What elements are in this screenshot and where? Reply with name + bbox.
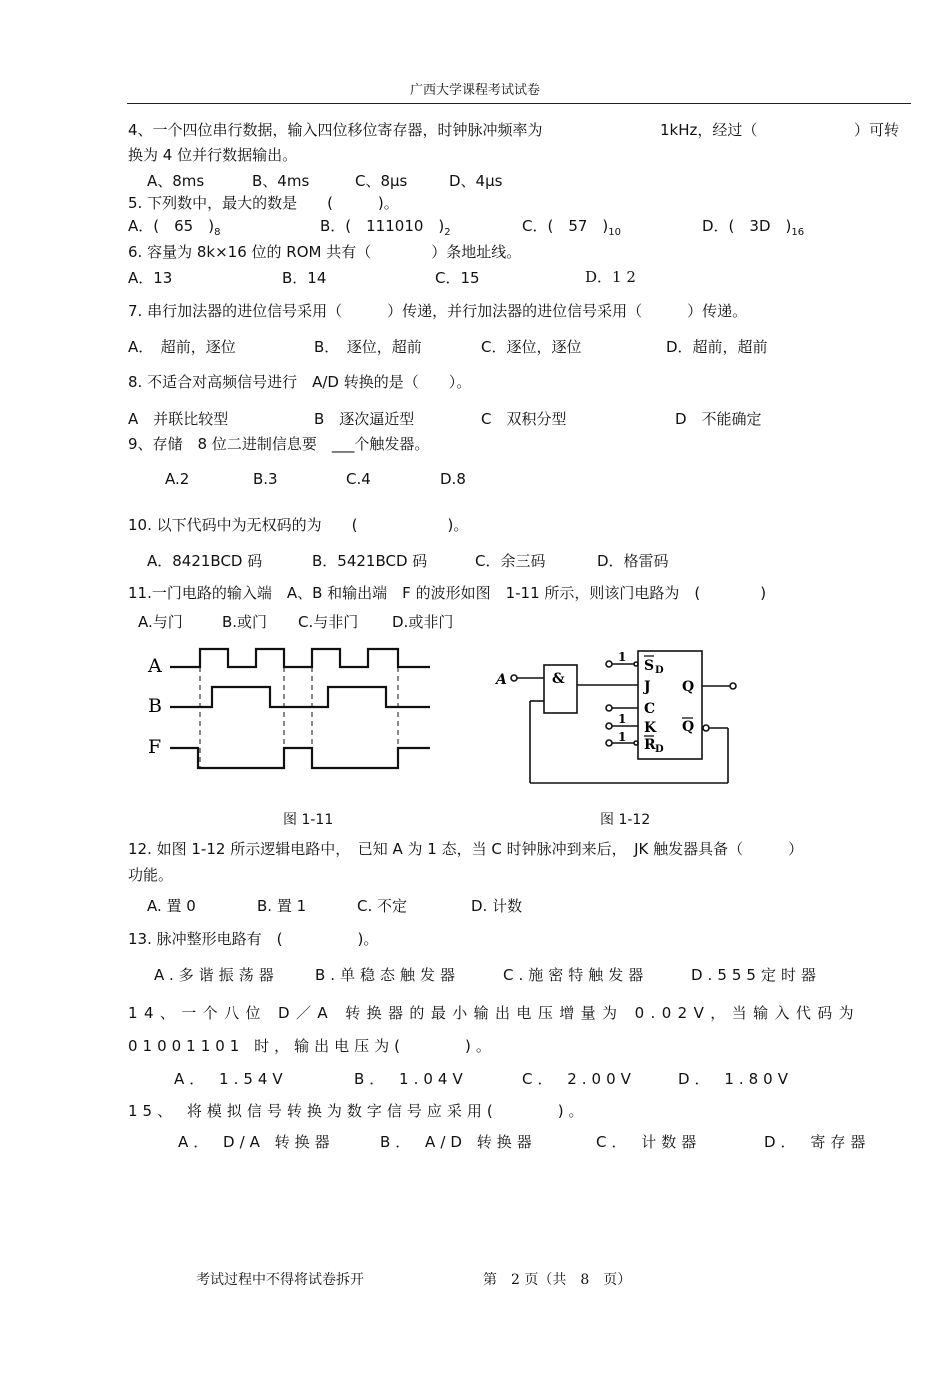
q6-option-b: B．14 — [282, 269, 327, 287]
rd-pin-label: R — [644, 737, 656, 753]
sd-level-label: 1 — [618, 650, 627, 664]
q5-option-a — [128, 215, 220, 236]
q13-stem: 13. 脉冲整形电路有 ( )。 — [128, 930, 379, 948]
sd-pin-label: S — [644, 658, 655, 674]
q5-option-b-label: B．( 111010 ) — [320, 217, 445, 235]
q7-option-a: A． 超前，逐位 — [128, 338, 236, 356]
q10-option-a: A．8421BCD 码 — [147, 552, 263, 570]
q11-stem: 11.一门电路的输入端 A、B 和输出端 F 的波形如图 1-11 所示，则该门电路为 ( ) — [128, 584, 767, 602]
footer-note: 考试过程中不得将试卷拆开 — [196, 1272, 364, 1288]
q8-stem: 8. 不适合对高频信号进行 A/D 转换的是（ ）。 — [128, 373, 472, 391]
q5-option-c-label: C．( 57 ) — [522, 217, 609, 235]
figure-1-11-caption: 图 1-11 — [283, 812, 334, 828]
rd-pin-subscript: D — [655, 744, 664, 755]
waveform-f — [170, 748, 430, 768]
q7-option-d: D．超前，超前 — [666, 338, 768, 356]
q11-option-d: D.或非门 — [392, 613, 454, 631]
q6-option-d: D．1 2 — [585, 268, 636, 286]
q4-option-d: D、4µs — [449, 172, 503, 190]
q12-option-a: A. 置 0 — [147, 897, 196, 915]
q4-line1-b: 1kHz，经过（ — [660, 121, 758, 139]
q4-line2: 换为 4 位并行数据输出。 — [128, 146, 298, 164]
q5-option-c-base: 10 — [608, 227, 621, 238]
q5-option-a-label: A．( 65 ) — [128, 217, 215, 235]
q13-option-b: B.单稳态触发器 — [315, 966, 461, 984]
q8-option-a: A 并联比较型 — [128, 410, 229, 428]
q5-option-b — [320, 215, 451, 236]
q4-line1-c: ）可转 — [854, 121, 900, 139]
q4-option-b: B、4ms — [252, 172, 310, 190]
q13-option-a: A.多谐振荡器 — [154, 966, 279, 984]
q4-option-c: C、8µs — [355, 172, 408, 190]
figure-1-12-caption: 图 1-12 — [600, 812, 651, 828]
q11-option-b: B.或门 — [222, 613, 268, 631]
q14-option-a: A． 1.54V — [174, 1070, 288, 1088]
waveform-label-a: A — [148, 655, 162, 677]
q11-option-a: A.与门 — [138, 613, 183, 631]
q5-option-d-label: D．( 3D ) — [702, 217, 792, 235]
q7-option-c: C．逐位，逐位 — [481, 338, 582, 356]
q5-stem: 5. 下列数中，最大的数是 ( )。 — [128, 194, 399, 212]
q15-option-a: A． D/A 转换器 — [178, 1133, 335, 1151]
q9-option-c: C.4 — [346, 470, 371, 488]
q13-option-d: D.555定时器 — [691, 966, 821, 984]
q14-line2: 01001101 时，输出电压为( )。 — [128, 1037, 496, 1055]
q-pin-label: Q — [682, 679, 695, 695]
q10-option-c: C．余三码 — [475, 552, 546, 570]
qbar-pin-label: Q — [682, 719, 695, 735]
q15-option-b: B． A/D 转换器 — [380, 1133, 537, 1151]
rd-level-label: 1 — [618, 730, 627, 744]
q5-option-a-base: 8 — [214, 227, 221, 238]
footer-page-number: 第 2 页（共 8 页） — [483, 1272, 632, 1288]
q14-option-b: B． 1.04V — [354, 1070, 468, 1088]
q14-option-c: C． 2.00V — [522, 1070, 636, 1088]
q6-option-a: A．13 — [128, 269, 173, 287]
waveform-a — [170, 649, 430, 667]
q12-option-b: B. 置 1 — [257, 897, 307, 915]
c-pin-label: C — [644, 701, 656, 717]
q13-option-c: C.施密特触发器 — [503, 966, 649, 984]
sd-pin-subscript: D — [655, 665, 664, 676]
q14-line1: 14、一个八位 D／A 转换器的最小输出电压增量为 0.02V，当输入代码为 — [128, 1004, 861, 1022]
k-pin-label: K — [644, 720, 657, 736]
figure-1-12-circuit — [488, 645, 763, 793]
q9-option-b: B.3 — [253, 470, 278, 488]
q5-option-d-base: 16 — [791, 227, 805, 238]
q9-stem: 9、存储 8 位二进制信息要 ___个触发器。 — [128, 435, 430, 453]
q6-stem: 6. 容量为 8k×16 位的 ROM 共有（ ）条地址线。 — [128, 243, 522, 261]
q4-option-a: A、8ms — [147, 172, 205, 190]
q9-option-a: A.2 — [165, 470, 190, 488]
q7-option-b: B． 逐位，超前 — [314, 338, 422, 356]
q7-stem: 7. 串行加法器的进位信号采用（ ）传递，并行加法器的进位信号采用（ ）传递。 — [128, 302, 748, 320]
page-header-title: 广西大学课程考试试卷 — [409, 83, 540, 98]
q8-option-b: B 逐次逼近型 — [314, 410, 415, 428]
q12-option-c: C. 不定 — [357, 897, 408, 915]
q5-option-c — [522, 215, 621, 236]
q14-option-d: D． 1.80V — [678, 1070, 793, 1088]
q10-option-d: D．格雷码 — [597, 552, 669, 570]
waveform-label-b: B — [148, 695, 162, 717]
q10-option-b: B．5421BCD 码 — [312, 552, 428, 570]
q8-option-d: D 不能确定 — [675, 410, 762, 428]
circuit-label-a: A — [496, 672, 507, 688]
waveform-label-f: F — [148, 736, 162, 758]
q6-option-c: C．15 — [435, 269, 480, 287]
figure-1-11-waveforms — [140, 640, 440, 780]
q5-option-b-base: 2 — [444, 227, 451, 238]
q15-option-d: D． 寄存器 — [764, 1133, 871, 1151]
q8-option-c: C 双积分型 — [481, 410, 567, 428]
and-gate-symbol: & — [552, 671, 565, 687]
header-rule — [127, 103, 911, 104]
q12-line1: 12. 如图 1-12 所示逻辑电路中， 已知 A 为 1 态，当 C 时钟脉冲到来后， JK 触发器具备（ ） — [128, 840, 804, 858]
waveform-b — [170, 687, 430, 707]
q9-option-d: D.8 — [440, 470, 466, 488]
q15-stem: 15、 将模拟信号转换为数字信号应采用( )。 — [128, 1102, 589, 1120]
j-pin-label: J — [644, 679, 651, 695]
q15-option-c: C． 计数器 — [596, 1133, 702, 1151]
q5-option-d — [702, 215, 804, 236]
q12-option-d: D. 计数 — [471, 897, 523, 915]
q10-stem: 10. 以下代码中为无权码的为 ( )。 — [128, 516, 469, 534]
q11-option-c: C.与非门 — [298, 613, 359, 631]
q12-line2: 功能。 — [128, 866, 174, 884]
k-level-label: 1 — [618, 712, 627, 726]
q4-line1-a: 4、一个四位串行数据，输入四位移位寄存器，时钟脉冲频率为 — [128, 121, 543, 139]
